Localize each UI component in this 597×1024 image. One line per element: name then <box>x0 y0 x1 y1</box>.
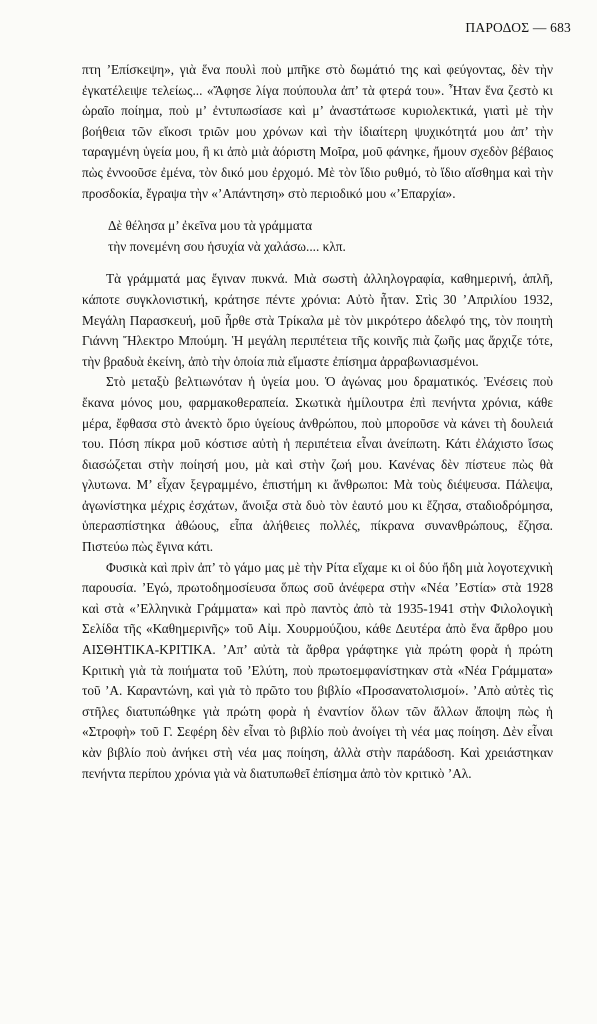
verse-quote <box>108 216 553 257</box>
body-text <box>82 60 553 784</box>
running-header: ΠΑΡΟΔΟΣ — 683 <box>465 20 571 35</box>
verse-line-2: τὴν πονεμένη σου ἡσυχία νὰ χαλάσω.... κλπ. <box>108 238 346 254</box>
paragraph-1: πτη ’Επίσκεψη», γιὰ ἕνα πουλὶ ποὺ μπῆκε στὸ δωμάτιό της καὶ φεύγοντας, δὲν τὴν ἐγκατέλειψε τελείως... «Ἄφησε λίγα πούπουλα ἀπ’ τὰ φτερά του». Ἦταν ἕνα ζεστὸ κι ὡραῖο ποίημα, ποὺ μ’ ἐντυπωσίασε καὶ μ’ ἀναστάτωσε κυριολεκτικά, γιατὶ μὲ τὴν βοήθεια τῶν εἴκοσι τριῶν μου χρόνων καὶ τὴν ἰδιαίτερη ψυχικότητά μου ἀπ’ τὴν ταραγμένη ὑγεία μου, ἢ κι ἀπὸ μιὰ ἀόριστη Μοῖρα, μοῦ φάνηκε, ἤμουν σχεδὸν βέβαιος πὼς ἐννοοῦσε ἐμένα, τὸν δικό μου ἐρχομό. Μὲ τὸν ἴδιο ρυθμό, τὸ ἴδιο αἴσθημα καὶ τὴν προσδοκία, ἔγραψα τὴν «’Απάντηση» στὸ περιοδικό μου «’Επαρχία». <box>82 62 553 201</box>
paragraph-2: Τὰ γράμματά μας ἔγιναν πυκνά. Μιὰ σωστὴ ἀλληλογραφία, καθημερινή, ἁπλῆ, κάποτε συγκλονιστική, κράτησε πέντε χρόνια: Αὐτὸ ἦταν. Στὶς 30 ’Απριλίου 1932, Μεγάλη Παρασκευή, μοῦ ἦρθε στὰ Τρίκαλα μὲ τὸν μικρότερο ἀδελφό της, τὸν ποιητὴ Γιάννη Ἤλεκτρο Μπούμη. Ἡ μεγάλη περιπέτεια τῆς κοινῆς πιὰ ζωῆς μας ἄρχιζε τότε, τὴν βραδυὰ ἐκείνη, ἀπὸ τὴν ὁποία πιὰ εἴμαστε ἐπίσημα ἀρραβωνιασμένοι. <box>82 271 553 369</box>
verse-line-1: Δὲ θέλησα μ’ ἐκεῖνα μου τὰ γράμματα <box>108 218 313 234</box>
paragraph-4: Φυσικὰ καὶ πρὶν ἀπ’ τὸ γάμο μας μὲ τὴν Ρίτα εἴχαμε κι οἱ δύο ἤδη μιὰ λογοτεχνικὴ παρουσία. ’Εγώ, πρωτοδημοσίευσα ὅπως σοῦ ἀνέφερα στὴν «Νέα ’Εστία» στὰ 1928 καὶ στὰ «’Ελληνικὰ Γράμματα» καὶ πρὸ παντὸς ἀπὸ τὰ 1935-1941 στὴν Φιλολογικὴ Σελίδα τῆς «Καθημερινῆς» τοῦ Αἰμ. Χουρμούζιου, κάθε Δευτέρα ἀπὸ ἕνα ἄρθρο μου ΑΙΣΘΗΤΙΚΑ-ΚΡΙΤΙΚΑ. ’Απ’ αὐτὰ τὰ ἄρθρα γράφτηκε γιὰ πρώτη φορὰ ἡ πρώτη Κριτικὴ γιὰ τὰ ποιήματα τοῦ ’Ελύτη, ποὺ πρωτοεμφανίστηκαν στὰ «Νέα Γράμματα» τοῦ ’Α. Καραντώνη, καὶ γιὰ τὸ πρῶτο του βιβλίο «Προσανατολισμοί». ’Απὸ αὐτὲς τὶς στῆλες διατυπώθηκε γιὰ πρώτη φορὰ ἡ ἐναντίον ὅλων τῶν ἄλλων ἄποψη πὼς ἡ «Στροφὴ» τοῦ Γ. Σεφέρη δὲν εἶναι τὸ βιβλίο ποὺ ἀνοίγει τὴ νέα μας ποίηση. Δὲν εἶναι κὰν βιβλίο ποὺ ἀνήκει στὴ νέα μας ποίηση, ἀλλὰ στὴν παράδοση. Καὶ χρειάστηκαν πενήντα περίπου χρόνια γιὰ νὰ διατυπωθεῖ ἐπίσημα ἀπὸ τὸν κριτικὸ ’Αλ. <box>82 559 553 781</box>
paragraph-3: Στὸ μεταξὺ βελτιωνόταν ἡ ὑγεία μου. Ὁ ἀγώνας μου δραματικός. Ἐνέσεις ποὺ ἔκανα μόνος μου, φαρμακοθεραπεία. Σκωτικὰ ἡμίλουτρα ἐπὶ πενήντα χρόνια, κάθε μέρα, ἔφθασα στὸ ἀνεκτὸ ὅριο ὑγείους ἀνθρώπου, ποὺ μποροῦσε νὰ κάνει τὴ δουλειά του. Πόση πίκρα μοῦ κόστισε αὐτὴ ἡ περιπέτεια εἶναι ἀνείπωτη. Κάτι ἐλάχιστο ἴσως διασώζεται στὴν ποίησή μου, μὰ καὶ στὴν ζωή μου. Κανένας δὲν πίστευε πὼς θὰ γλυτωνα. Μ’ εἶχαν ξεγραμμένο, ἐπιστήμη κι ἄνθρωποι: Μὰ τοὺς διέψευσα. Πάλεψα, ἀγωνίστηκα μέχρις ἐσχάτων, ἄνοιξα στὰ δυὸ τὸν ἑαυτό μου κι ἔζησα, σταδιοδρόμησα, ὑπερασπίστηκα ἀθώους, εἶπα ἀλήθειες πολλές, πίκρανα συνανθρώπους, ἔζησα. Πιστεύω πὼς ἔγινα κάτι. <box>82 374 553 555</box>
